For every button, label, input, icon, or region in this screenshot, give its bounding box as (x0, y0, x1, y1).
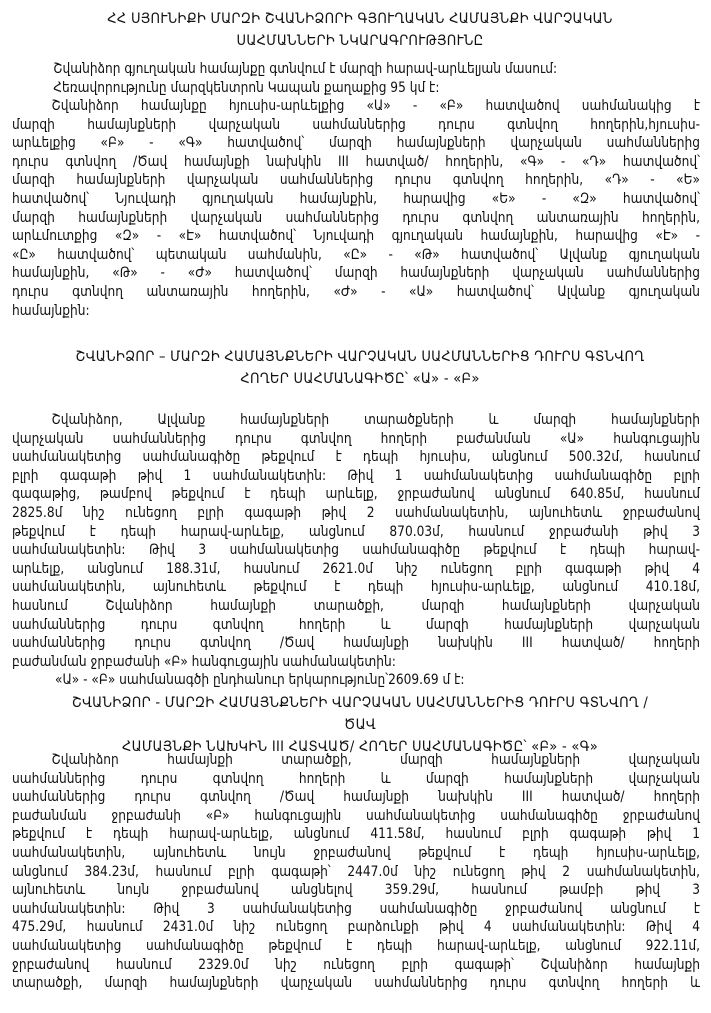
paragraph-line: տարածքի, մարզի համայնքների վարչական սահմաններից դուրս գտնվող հողերի և (12, 975, 700, 992)
paragraph-line: սահմանակետին: Թիվ 3 սահմանակետից սահմանագիծը ջրբաժանով անցնում է (12, 900, 700, 917)
paragraph-line: սահմանակետին: Թիվ 3 սահմանակետից սահմանագիծը թեքվում է դեպի հարավ- (12, 542, 700, 559)
paragraph-line: արևմուտքից «Զ» - «Է» հատվածով՝ Նյուվադի գյուղական համայնքին, հարավից «Է» - (12, 228, 700, 245)
section-title-a-b (63, 346, 657, 390)
paragraph-line: սահմաններից դուրս գտնվող հողերի և մարզի համայնքների վարչական (12, 616, 700, 633)
paragraph-line: Շվանիձոր, Ալվանք համայնքների տարածքների և մարզի համայնքների (51, 412, 701, 428)
intro-paragraph (12, 60, 700, 97)
paragraph-line: թեքվում է դեպի հարավ-արևելք, անցնում 870.03մ, հասնում ջրբաժանի թիվ 3 (12, 523, 700, 540)
paragraph-line: սահմաններից դուրս գտնվող հողերի և մարզի համայնքների վարչական (12, 770, 700, 787)
document-title (63, 8, 657, 52)
paragraph-line: բաժանման ջրբաժանի «Բ» հանգուցային սահմանակետից սահմանագիծը ջրբաժանով (12, 807, 700, 824)
intro-line: Շվանիձոր գյուղական համայնքը գտնվում է մարզի հարավ-արևելյան մասում: (53, 61, 558, 77)
boundary-length-line: «Ա» - «Բ» սահմանագծի ընդհանուր երկարությունը՝2609.69 մ է: (55, 672, 465, 689)
section-title-b-g (63, 692, 657, 758)
paragraph-line: 475.29մ, հասնում 2431.0մ նիշ ունեցող բարձունքի թիվ 4 սահմանակետին: Թիվ 4 (12, 919, 700, 936)
paragraph-line: սահմանակետից սահմանագիծը թեքվում է դեպի հարավ-արևելք, անցնում 922.11մ, (12, 937, 700, 954)
section-title-line: ՇՎԱՆԻՁՈՐ - ՄԱՐԶԻ ՀԱՄԱՅՆՔՆԵՐԻ ՎԱՐՉԱԿԱՆ ՍԱՀՄԱՆՆԵՐԻՑ ԴՈՒՐՍ ԳՏՆՎՈՂ /ԾԱՎ (71, 695, 649, 733)
section-title-line: ՇՎԱՆԻՁՈՐ – ՄԱՐԶԻ ՀԱՄԱՅՆՔՆԵՐԻ ՎԱՐՉԱԿԱՆ ՍԱՀՄԱՆՆԵՐԻՑ ԴՈՒՐՍ ԳՏՆՎՈՂ (75, 349, 645, 365)
paragraph-line: համայնքին, «Թ» - «Ժ» հատվածով՝ մարզի համայնքների վարչական սահմաններից (12, 265, 700, 282)
title-line-2: ՍԱՀՄԱՆՆԵՐԻ ՆԿԱՐԱԳՐՈՒԹՅՈՒՆԸ (236, 33, 484, 49)
paragraph-line: անցնում 384.23մ, հասնում բլրի գագաթի՝ 2447.0մ նիշ ունեցող թիվ 2 սահմանակետին, (12, 863, 700, 880)
paragraph-line: այնուհետև նույն ջրբաժանով անցնելով 359.29մ, հասնում թամբի թիվ 3 (12, 882, 700, 899)
intro-line: Հեռավորությունը մարզկենտրոն Կապան քաղաքից 95 կմ է: (53, 79, 440, 96)
segment-a-b-paragraph (12, 411, 700, 690)
paragraph-line: սահմանակետին, այնուհետև թեքվում է դեպի հյուսիս-արևելք, անցնում 410.18մ, (12, 579, 700, 596)
paragraph-line: համայնքին: (12, 302, 90, 319)
paragraph-line: ջրբաժանով հասնում 2329.0մ նիշ ունեցող բլրի գագաթի՝ Շվանիձոր համայնքի (12, 956, 700, 973)
boundary-description-paragraph (12, 97, 700, 320)
paragraph-line: «Ը» հատվածով՝ պետական սահմանին, «Ը» - «Թ» հատվածով՝ Ալվանք գյուղական (12, 246, 700, 263)
segment-b-g-paragraph (12, 751, 700, 993)
paragraph-line: դուրս գտնվող /Ծավ համայնքի նախկին III հատված/ հողերին, «Գ» - «Դ» հատվածով՝ (12, 153, 700, 170)
paragraph-line: մարզի համայնքների վարչական սահմաններից դուրս գտնվող հողերին,հյուսիս- (12, 116, 700, 133)
paragraph-line: բլրի գագաթի թիվ 1 սահմանակետին: Թիվ 1 սահմանակետից սահմանագիծը բլրի (12, 467, 700, 484)
paragraph-line: մարզի համայնքների վարչական սահմաններից դուրս գտնվող հողերին, «Դ» - «Ե» (12, 172, 700, 189)
section-title-line: ՀԱՄԱՅՆՔԻ ՆԱԽԿԻՆ III ՀԱՏՎԱԾ/ ՀՈՂԵՐ ՍԱՀՄԱՆԱԳԻԾԸ՝ «Բ» - «Գ» (122, 739, 598, 755)
paragraph-line: սահմաններից դուրս գտնվող /Ծավ համայնքի նախկին III հատված/ հողերի (12, 789, 700, 806)
paragraph-line: արևելքից «Բ» - «Գ» հատվածով՝ մարզի համայնքների վարչական սահմաններից (12, 135, 700, 152)
paragraph-line: Շվանիձոր համայնքը հյուսիս-արևելքից «Ա» - «Բ» հատվածով սահմանակից է (51, 98, 701, 114)
paragraph-line: բաժանման ջրբաժանի «Բ» հանգուցային սահմանակետին: (12, 653, 396, 670)
paragraph-line: հասնում Շվանիձոր համայնքի տարածքի, մարզի համայնքների վարչական (12, 597, 700, 614)
paragraph-line: սահմաններից դուրս գտնվող /Ծավ համայնքի նախկին III հատված/ հողերի (12, 635, 700, 652)
section-title-line: ՀՈՂԵՐ ՍԱՀՄԱՆԱԳԻԾԸ՝ «Ա» - «Բ» (240, 371, 480, 387)
paragraph-line: արևելք, անցնում 188.31մ, հասնում 2621.0մ նիշ ունեցող բլրի գագաթի թիվ 4 (12, 560, 700, 577)
paragraph-line: գագաթից, թամբով թեքվում է դեպի արևելք, ջրբաժանով անցնում 640.85մ, հասնում (12, 486, 700, 503)
paragraph-line: սահմանակետին, այնուհետև նույն ջրբաժանով թեքվում է դեպի հյուսիս-արևելք, (12, 844, 700, 861)
paragraph-line: սահմանակետից սահմանագիծը թեքվում է դեպի հյուսիս, անցնում 500.32մ, հասնում (12, 449, 700, 466)
paragraph-line: մարզի համայնքների վարչական սահմաններից դուրս գտնվող անտառային հողերին, (12, 209, 700, 226)
paragraph-line: 2825.8մ նիշ ունեցող բլրի գագաթի թիվ 2 սահմանակետին, այնուհետև ջրբաժանով (12, 504, 700, 521)
paragraph-line: դուրս գտնվող անտառային հողերին, «Ժ» - «Ա» հատվածով՝ Ալվանք գյուղական (12, 283, 700, 300)
paragraph-line: հատվածով՝ Նյուվադի գյուղական համայնքին, հարավից «Ե» - «Զ» հատվածով՝ (12, 190, 700, 207)
paragraph-line: թեքվում է դեպի հարավ-արևելք, անցնում 411.58մ, հասնում բլրի գագաթի թիվ 1 (12, 826, 700, 843)
title-line-1: ՀՀ ՍՅՈՒՆԻՔԻ ՄԱՐԶԻ ՇՎԱՆԻՁՈՐԻ ԳՅՈՒՂԱԿԱՆ ՀԱՄԱՅՆՔԻ ՎԱՐՉԱԿԱՆ (107, 11, 613, 27)
paragraph-line: վարչական սահմաններից դուրս գտնվող հողերի բաժանման «Ա» հանգուցային (12, 430, 700, 447)
paragraph-line: Շվանիձոր համայնքի տարածքի, մարզի համայնքների վարչական (51, 752, 701, 768)
